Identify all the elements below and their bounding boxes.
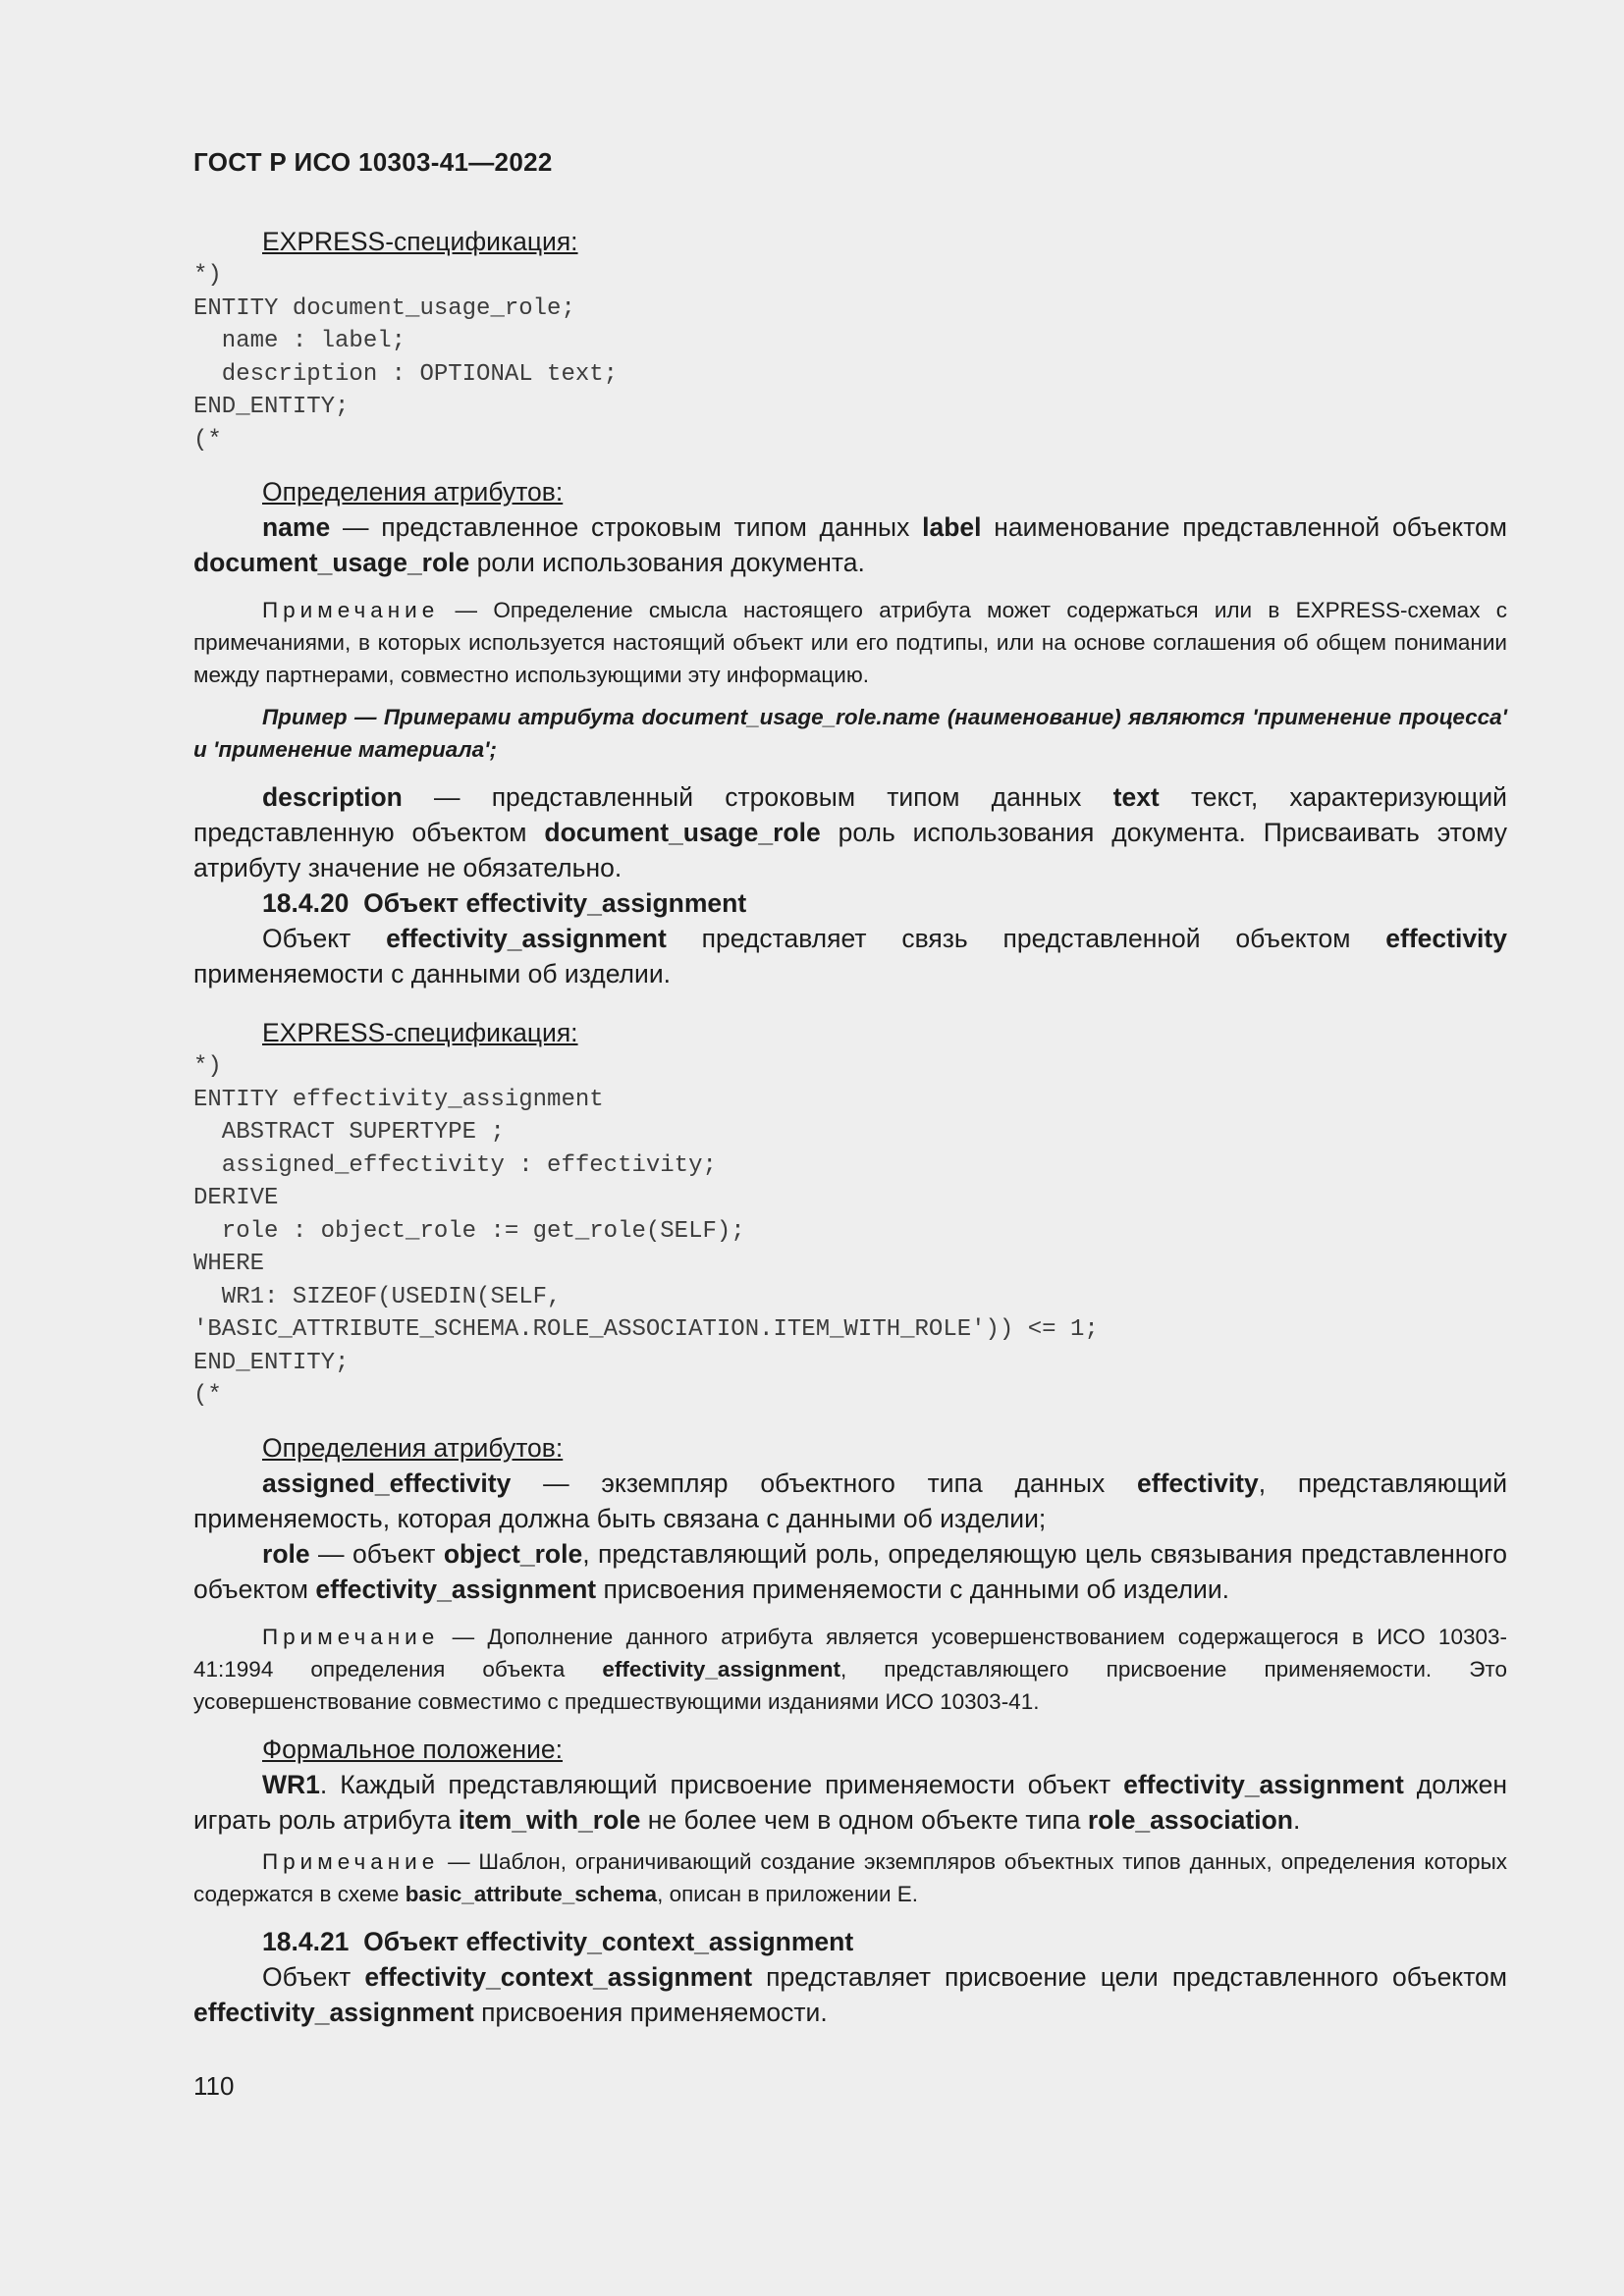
attribute-definitions-label: Определения атрибутов: xyxy=(262,477,564,507)
role-attribute-definition: role — объект object_role, представляющий роль, определяющую цель связывания представленного объектом effectivity_assignment присвоения применяемости с данными об изделии. xyxy=(193,1538,1507,1604)
formal-proposition-label: Формальное положение: xyxy=(262,1734,564,1764)
note-3: Примечание — Шаблон, ограничивающий создание экземпляров объектных типов данных, определения которых содержатся в схеме basic_attribute_schema, описан в приложении E. xyxy=(193,1848,1507,1906)
note-2: Примечание — Дополнение данного атрибута является усовершенствованием содержащегося в ИСО 10303-41:1994 определения объекта effectivity_assignment, представляющего присвоение применяемости. Это усовершенствование совместимо с предшествующими изданиями ИСО 10303-41. xyxy=(193,1624,1507,1714)
wr1-rule: WR1. Каждый представляющий присвоение применяемости объект effectivity_assignment должен играть роль атрибута item_with_role не более чем в одном объекте типа role_association. xyxy=(193,1769,1507,1835)
section-18-4-21-heading: 18.4.21 Объект effectivity_context_assignment xyxy=(262,1926,854,1956)
effectivity-context-assignment-intro: Объект effectivity_context_assignment представляет присвоение цели представленного объектом effectivity_assignment присвоения применяемости. xyxy=(193,1961,1507,2027)
name-attribute-definition: name — представленное строковым типом данных label наименование представленной объектом document_usage_role роли использования документа. xyxy=(193,512,1507,577)
page-header: ГОСТ Р ИСО 10303-41—2022 xyxy=(193,147,553,177)
assigned-effectivity-definition: assigned_effectivity — экземпляр объектного типа данных effectivity, представляющий применяемость, которая должна быть связана с данными об изделии; xyxy=(193,1468,1507,1533)
express-code-document-usage-role: *) ENTITY document_usage_role; name : label; description : OPTIONAL text; END_ENTITY; (* xyxy=(193,262,619,454)
section-18-4-20-heading: 18.4.20 Объект effectivity_assignment xyxy=(262,888,747,918)
effectivity-assignment-intro: Объект effectivity_assignment представляет связь представленной объектом effectivity применяемости с данными об изделии. xyxy=(193,924,1507,988)
page-content xyxy=(193,224,1507,2030)
attribute-definitions-label-2: Определения атрибутов: xyxy=(262,1432,564,1463)
express-code-effectivity-assignment: *) ENTITY effectivity_assignment ABSTRACT SUPERTYPE ; assigned_effectivity : effectivity; DERIVE role : object_role := get_role(SELF); WHERE WR1: SIZEOF(USEDIN(SELF, 'BASIC_ATTRIBUTE_SCHEMA.ROLE_ASSOCIATION.ITEM_WITH_ROLE')) <= 1; END_ENTITY; (* xyxy=(193,1053,1099,1409)
page-number: 110 xyxy=(193,2071,235,2101)
express-spec-label: EXPRESS-спецификация: xyxy=(262,227,578,256)
example-1: Пример — Примерами атрибута document_usage_role.name (наименование) являются 'применение процесса' и 'применение материала'; xyxy=(193,705,1507,762)
note-1: Примечание — Определение смысла настоящего атрибута может содержаться или в EXPRESS-схемах с примечаниями, в которых используется настоящий объект или его подтипы, или на основе соглашения об общем понимании между партнерами, совместно использующими эту информацию. xyxy=(193,598,1507,687)
description-attribute-definition: description — представленный строковым типом данных text текст, характеризующий представленную объектом document_usage_role роль использования документа. Присваивать этому атрибуту значение не обязательно. xyxy=(193,782,1507,882)
express-spec-label-2: EXPRESS-спецификация: xyxy=(262,1018,578,1047)
